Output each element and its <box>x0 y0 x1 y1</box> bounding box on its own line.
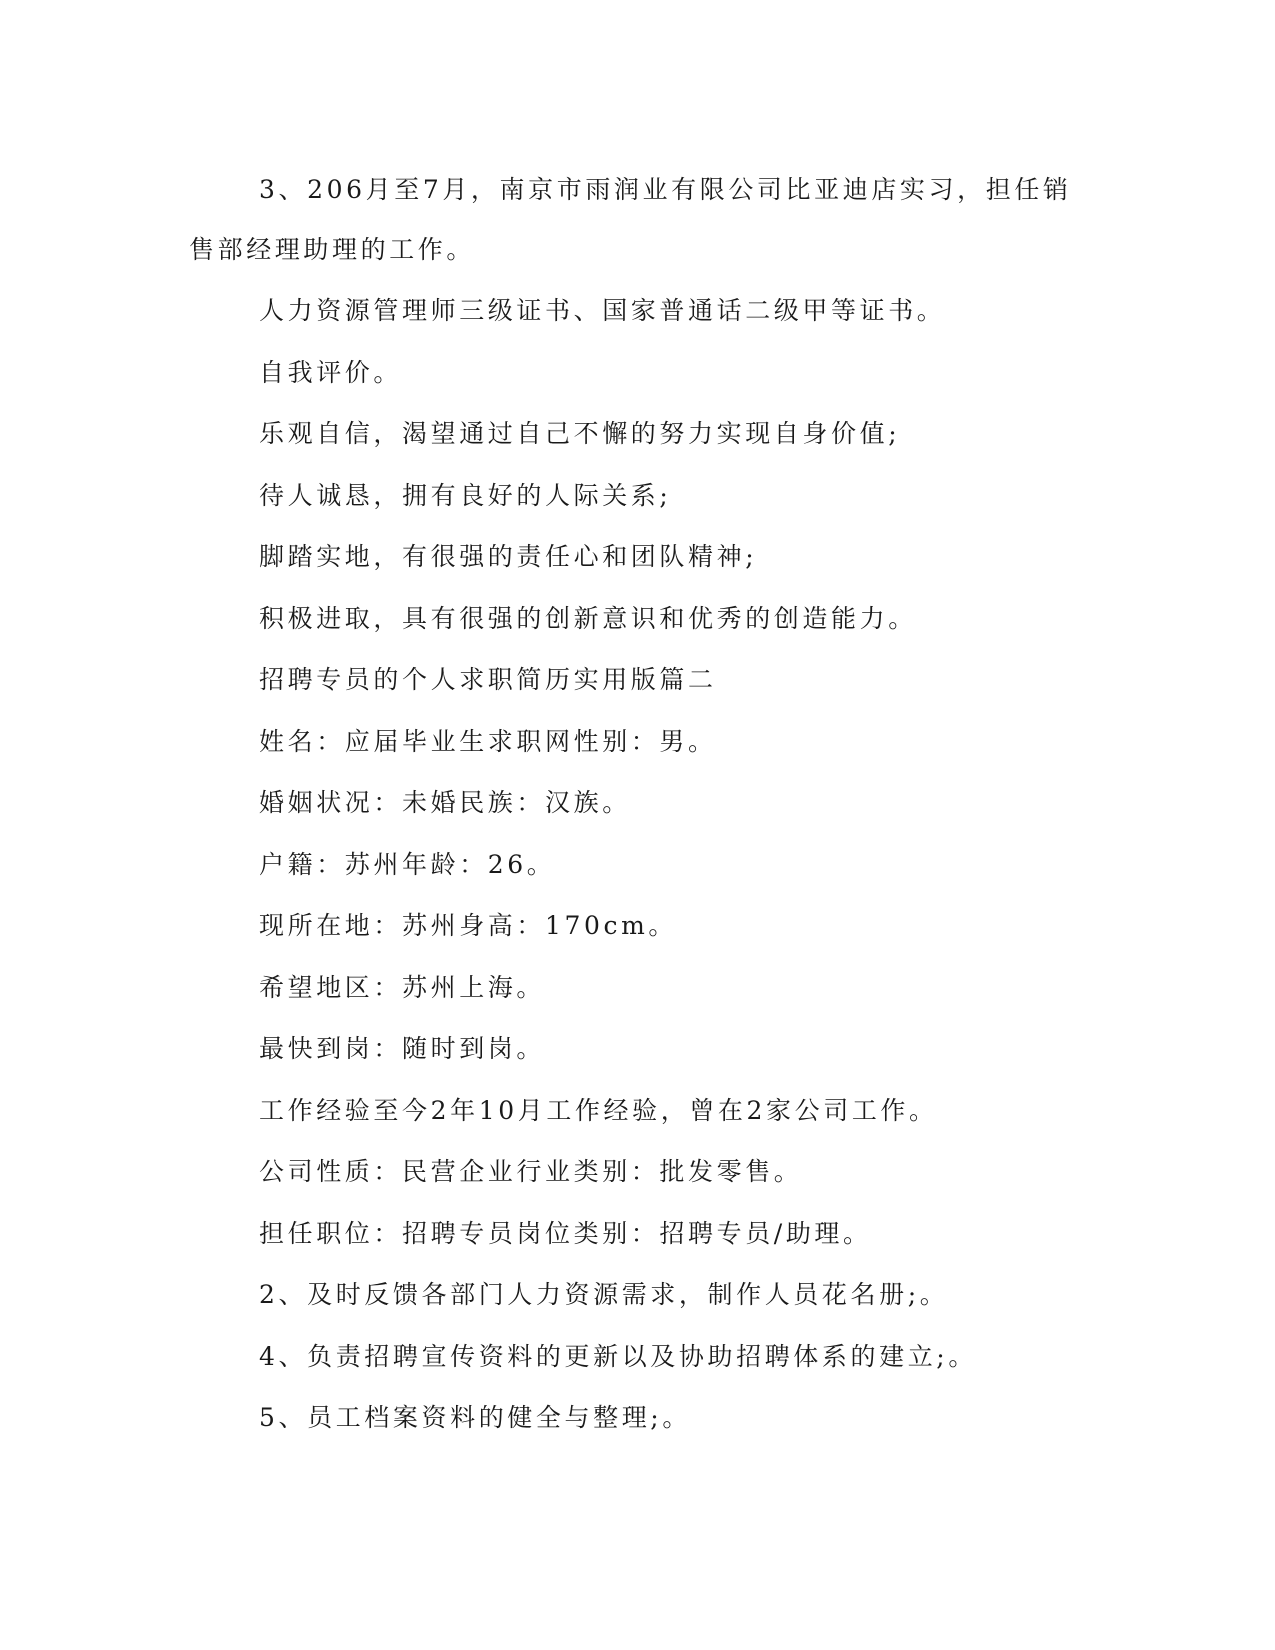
paragraph-evaluation-2: 待人诚恳，拥有良好的人际关系; <box>259 480 672 510</box>
paragraph-company-type: 公司性质：民营企业行业类别：批发零售。 <box>259 1157 803 1186</box>
paragraph-duty-5: 5、员工档案资料的健全与整理;。 <box>259 1403 691 1432</box>
paragraph-name-gender: 姓名：应届毕业生求职网性别：男。 <box>259 726 717 756</box>
paragraph-duty-2: 2、及时反馈各部门人力资源需求，制作人员花名册;。 <box>259 1280 949 1309</box>
paragraph-duty-4: 4、负责招聘宣传资料的更新以及协助招聘体系的建立;。 <box>259 1341 977 1371</box>
paragraph-marital-ethnicity: 婚姻状况：未婚民族：汉族。 <box>259 788 631 817</box>
paragraph-experience: 工作经验至今2年10月工作经验，曾在2家公司工作。 <box>259 1095 938 1125</box>
paragraph-hukou-age: 户籍：苏州年龄：26。 <box>259 849 556 879</box>
paragraph-certificates: 人力资源管理师三级证书、国家普通话二级甲等证书。 <box>259 296 946 325</box>
paragraph-self-evaluation-heading: 自我评价。 <box>259 357 403 387</box>
paragraph-evaluation-1: 乐观自信，渴望通过自己不懈的努力实现自身价值; <box>259 419 901 448</box>
paragraph-position: 担任职位：招聘专员岗位类别：招聘专员/助理。 <box>259 1218 872 1248</box>
paragraph-desired-region: 希望地区：苏州上海。 <box>259 972 546 1002</box>
paragraph-evaluation-3: 脚踏实地，有很强的责任心和团队精神; <box>259 542 758 571</box>
paragraph-location-height: 现所在地：苏州身高：170cm。 <box>259 911 678 940</box>
paragraph-availability: 最快到岗：随时到岗。 <box>259 1034 546 1063</box>
document-body <box>189 160 1079 1449</box>
paragraph-evaluation-4: 积极进取，具有很强的创新意识和优秀的创造能力。 <box>259 603 917 633</box>
paragraph-internship: 3、206月至7月，南京市雨润业有限公司比亚迪店实习，担任销售部经理助理的工作。 <box>189 175 1072 264</box>
paragraph-section-title: 招聘专员的个人求职简历实用版篇二 <box>259 665 717 694</box>
